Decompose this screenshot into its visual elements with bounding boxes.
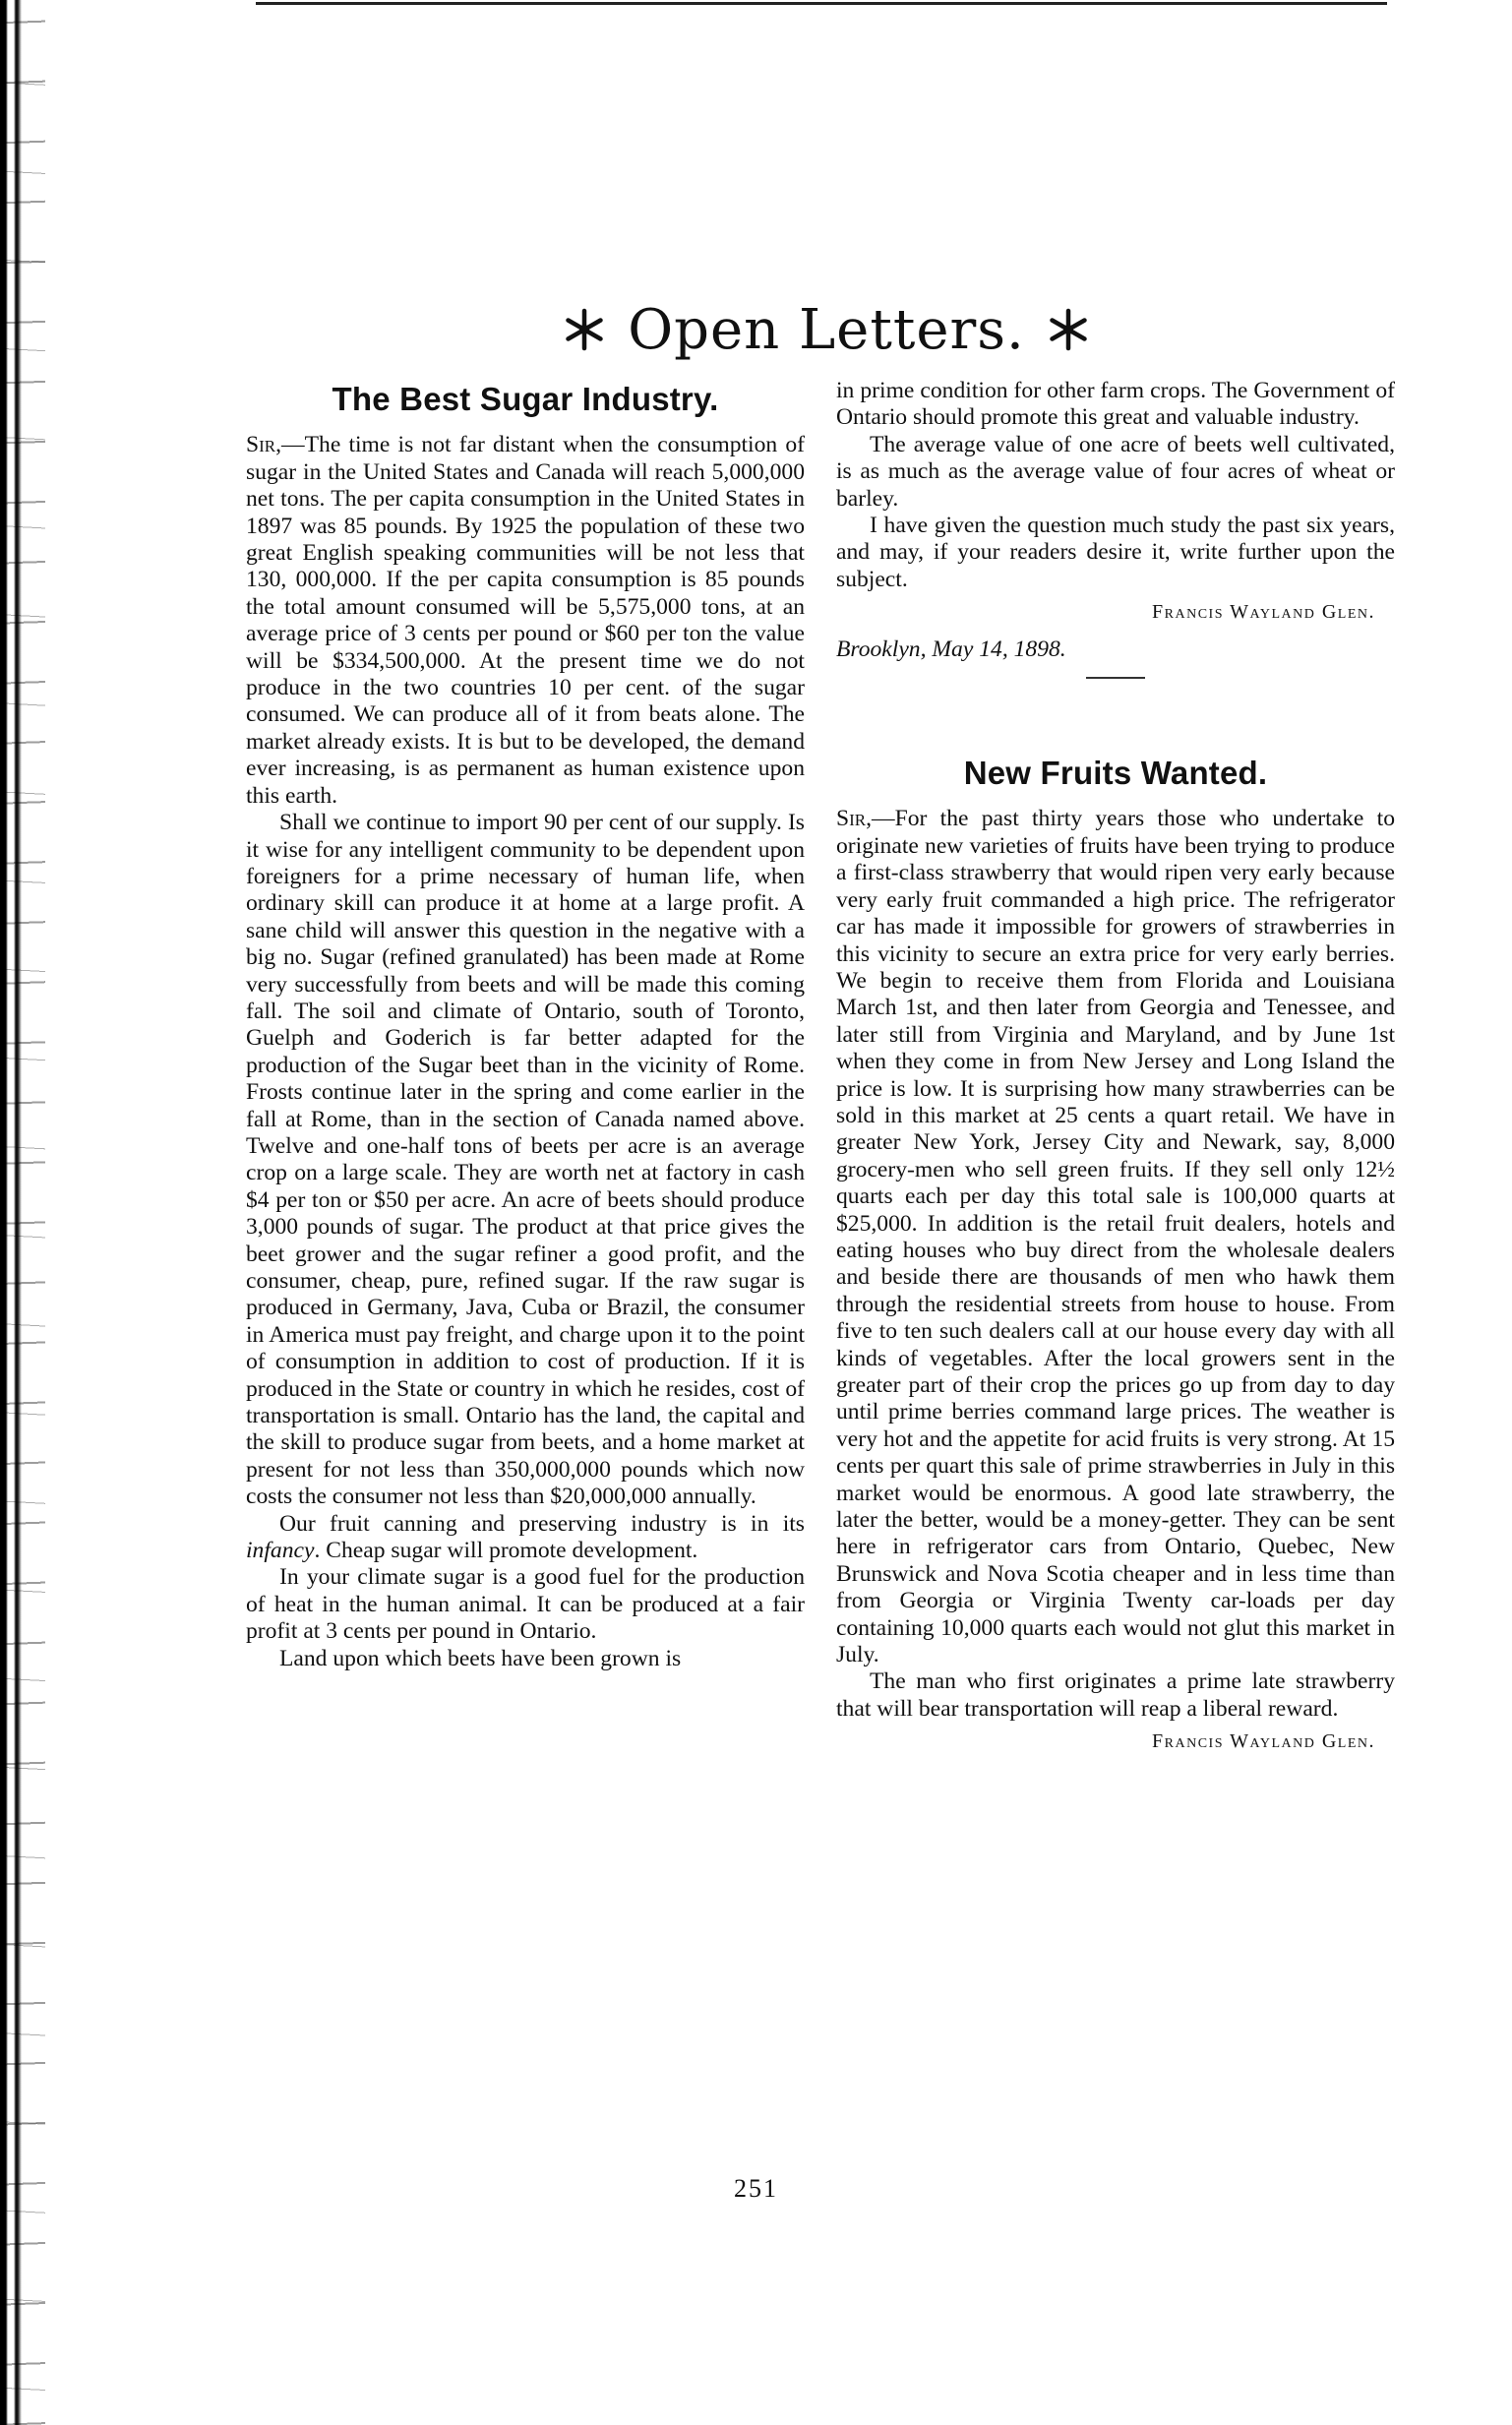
article-paragraph: in prime condition for other farm crops. The Government of Ontario should promote this great and valuable industry. xyxy=(836,378,1395,431)
article-title: New Fruits Wanted. xyxy=(963,755,1268,792)
star-ornament-icon xyxy=(563,308,606,351)
signature: Francis Wayland Glen. xyxy=(1152,601,1375,624)
spacer xyxy=(836,679,1395,748)
emphasis-text: infancy xyxy=(246,1538,315,1564)
top-rule xyxy=(256,2,1387,5)
article-paragraph: The average value of one acre of beets well cultivated, is as much as the average value of four acres of wheat or barley. xyxy=(836,431,1395,512)
article-paragraph xyxy=(836,806,1395,1668)
paragraph-text: . Cheap sugar will promote development. xyxy=(314,1538,698,1564)
scan-edge-texture xyxy=(6,0,45,2425)
paragraph-text: —For the past thirty years those who undertake to originate new varieties of fruits have been trying to produce a first-class strawberry that would ripen very early because very early fruit commanded a high price. The refrigerator car has made it impossible for growers of strawberries in this vicinity to secure an extra price for very early berries. We begin to receive them from Florida and Louisiana March 1st, and then later from Georgia and Tenessee, and later still from Virginia and Maryland, and by June 1st when they come in from New Jersey and Long Island the price is low. It is surprising how many strawberries can be sold in this market at 25 cents a quart retail. We have in greater New York, Jersey City and Newark, say, 8,000 grocery-men who sell green fruits. If they sell only 12½ quarts each per day this total sale is 100,000 quarts at $25,000. In addition is the retail fruit dealers, hotels and eating houses who buy direct from the wholesale dealers and beside there are thousands of men who hawk them through the residential streets from house to house. From five to ten such dealers call at our house every day with all kinds of vegetables. After the local growers sent in the greater part of their crop the prices go up from day to day until prime berries command large prices. The weather is very hot and the appetite for acid fruits is very strong. At 15 cents per quart this sale of prime strawberries in July in this market would be enormous. A good late strawberry, the later the better, would be a money-getter. They can be sent here in refrigerator cars from Ontario, Quebec, New Brunswick and Nova Scotia cheaper and in less time than from Georgia or Virginia Twenty car-loads per day containing 10,000 quarts each would not glut this market in July. xyxy=(836,806,1395,1668)
article-paragraph xyxy=(246,432,805,810)
salutation: Sir, xyxy=(836,806,873,832)
dateline: Brooklyn, May 14, 1898. xyxy=(836,636,1066,662)
page-title: Open Letters. xyxy=(628,297,1025,362)
star-ornament-icon xyxy=(1047,308,1090,351)
article-title: The Best Sugar Industry. xyxy=(332,381,719,417)
article-paragraph: The man who first originates a prime late strawberry that will bear transportation will reap a liberal reward. xyxy=(836,1668,1395,1722)
article-paragraph xyxy=(246,1511,805,1565)
salutation: Sir, xyxy=(246,432,282,458)
article-paragraph: I have given the question much study the past six years, and may, if your readers desire it, write further upon the subject. xyxy=(836,513,1395,592)
right-column xyxy=(836,378,1395,1756)
paragraph-text: —The time is not far distant when the consumption of sugar in the United States and Canada will reach 5,000,000 net tons. The per capita consumption in the United States in 1897 was 85 pounds. By 1925 the population of these two great English speaking communities will be not less that 130, 000,000. If the per capita consumption is 85 pounds the total amount consumed will be 5,575,000 tons, at an average price of 3 cents per pound or $60 per ton the value will be $334,500,000. At the present time we do not produce in the two countries 10 per cent. of the sugar consumed. We can produce all of it from beats alone. The market already exists. It is but to be developed, the demand ever increasing, is as permanent as human existence upon this earth. xyxy=(246,432,805,809)
page-heading xyxy=(551,285,1102,374)
left-column xyxy=(246,374,805,1672)
article-paragraph: In your climate sugar is a good fuel for the production of heat in the human animal. It can be produced at a fair profit at 3 cents per pound in Ontario. xyxy=(246,1564,805,1645)
paragraph-text: Our fruit canning and preserving industry is in its xyxy=(279,1510,805,1537)
article-paragraph: Land upon which beets have been grown is xyxy=(279,1645,682,1671)
signature: Francis Wayland Glen. xyxy=(1152,1730,1375,1753)
page-number: 251 xyxy=(734,2174,778,2203)
article-paragraph: Shall we continue to import 90 per cent of our supply. Is it wise for any intelligent community to be dependent upon foreigners for a prime necessary of human life, when ordinary skill can produce it at home at a large profit. A sane child will answer this question in the negative with a big no. Sugar (refined granulated) has been made at Rome very successfully from beets and will be made this coming fall. The soil and climate of Ontario, south of Toronto, Guelph and Goderich is far better adapted for the production of the Sugar beet than in the vicinity of Rome. Frosts continue later in the spring and come earlier in the fall at Rome, than in the section of Canada named above. Twelve and one-half tons of beets per acre is an average crop on a large scale. They are worth net at factory in cash $4 per ton or $50 per acre. An acre of beets should produce 3,000 pounds of sugar. The product at that price gives the beet grower and the sugar refiner a good profit, and the consumer, cheap, pure, refined sugar. If the raw sugar is produced in Germany, Java, Cuba or Brazil, the consumer in America must pay freight, and charge upon it to the point of consumption in addition to cost of production. If it is produced in the State or country in which he resides, cost of transportation is small. Ontario has the land, the capital and the skill to produce sugar from beets, and a home market at present for not less than 350,000,000 pounds which now costs the consumer not less than $20,000,000 annually. xyxy=(246,810,805,1510)
